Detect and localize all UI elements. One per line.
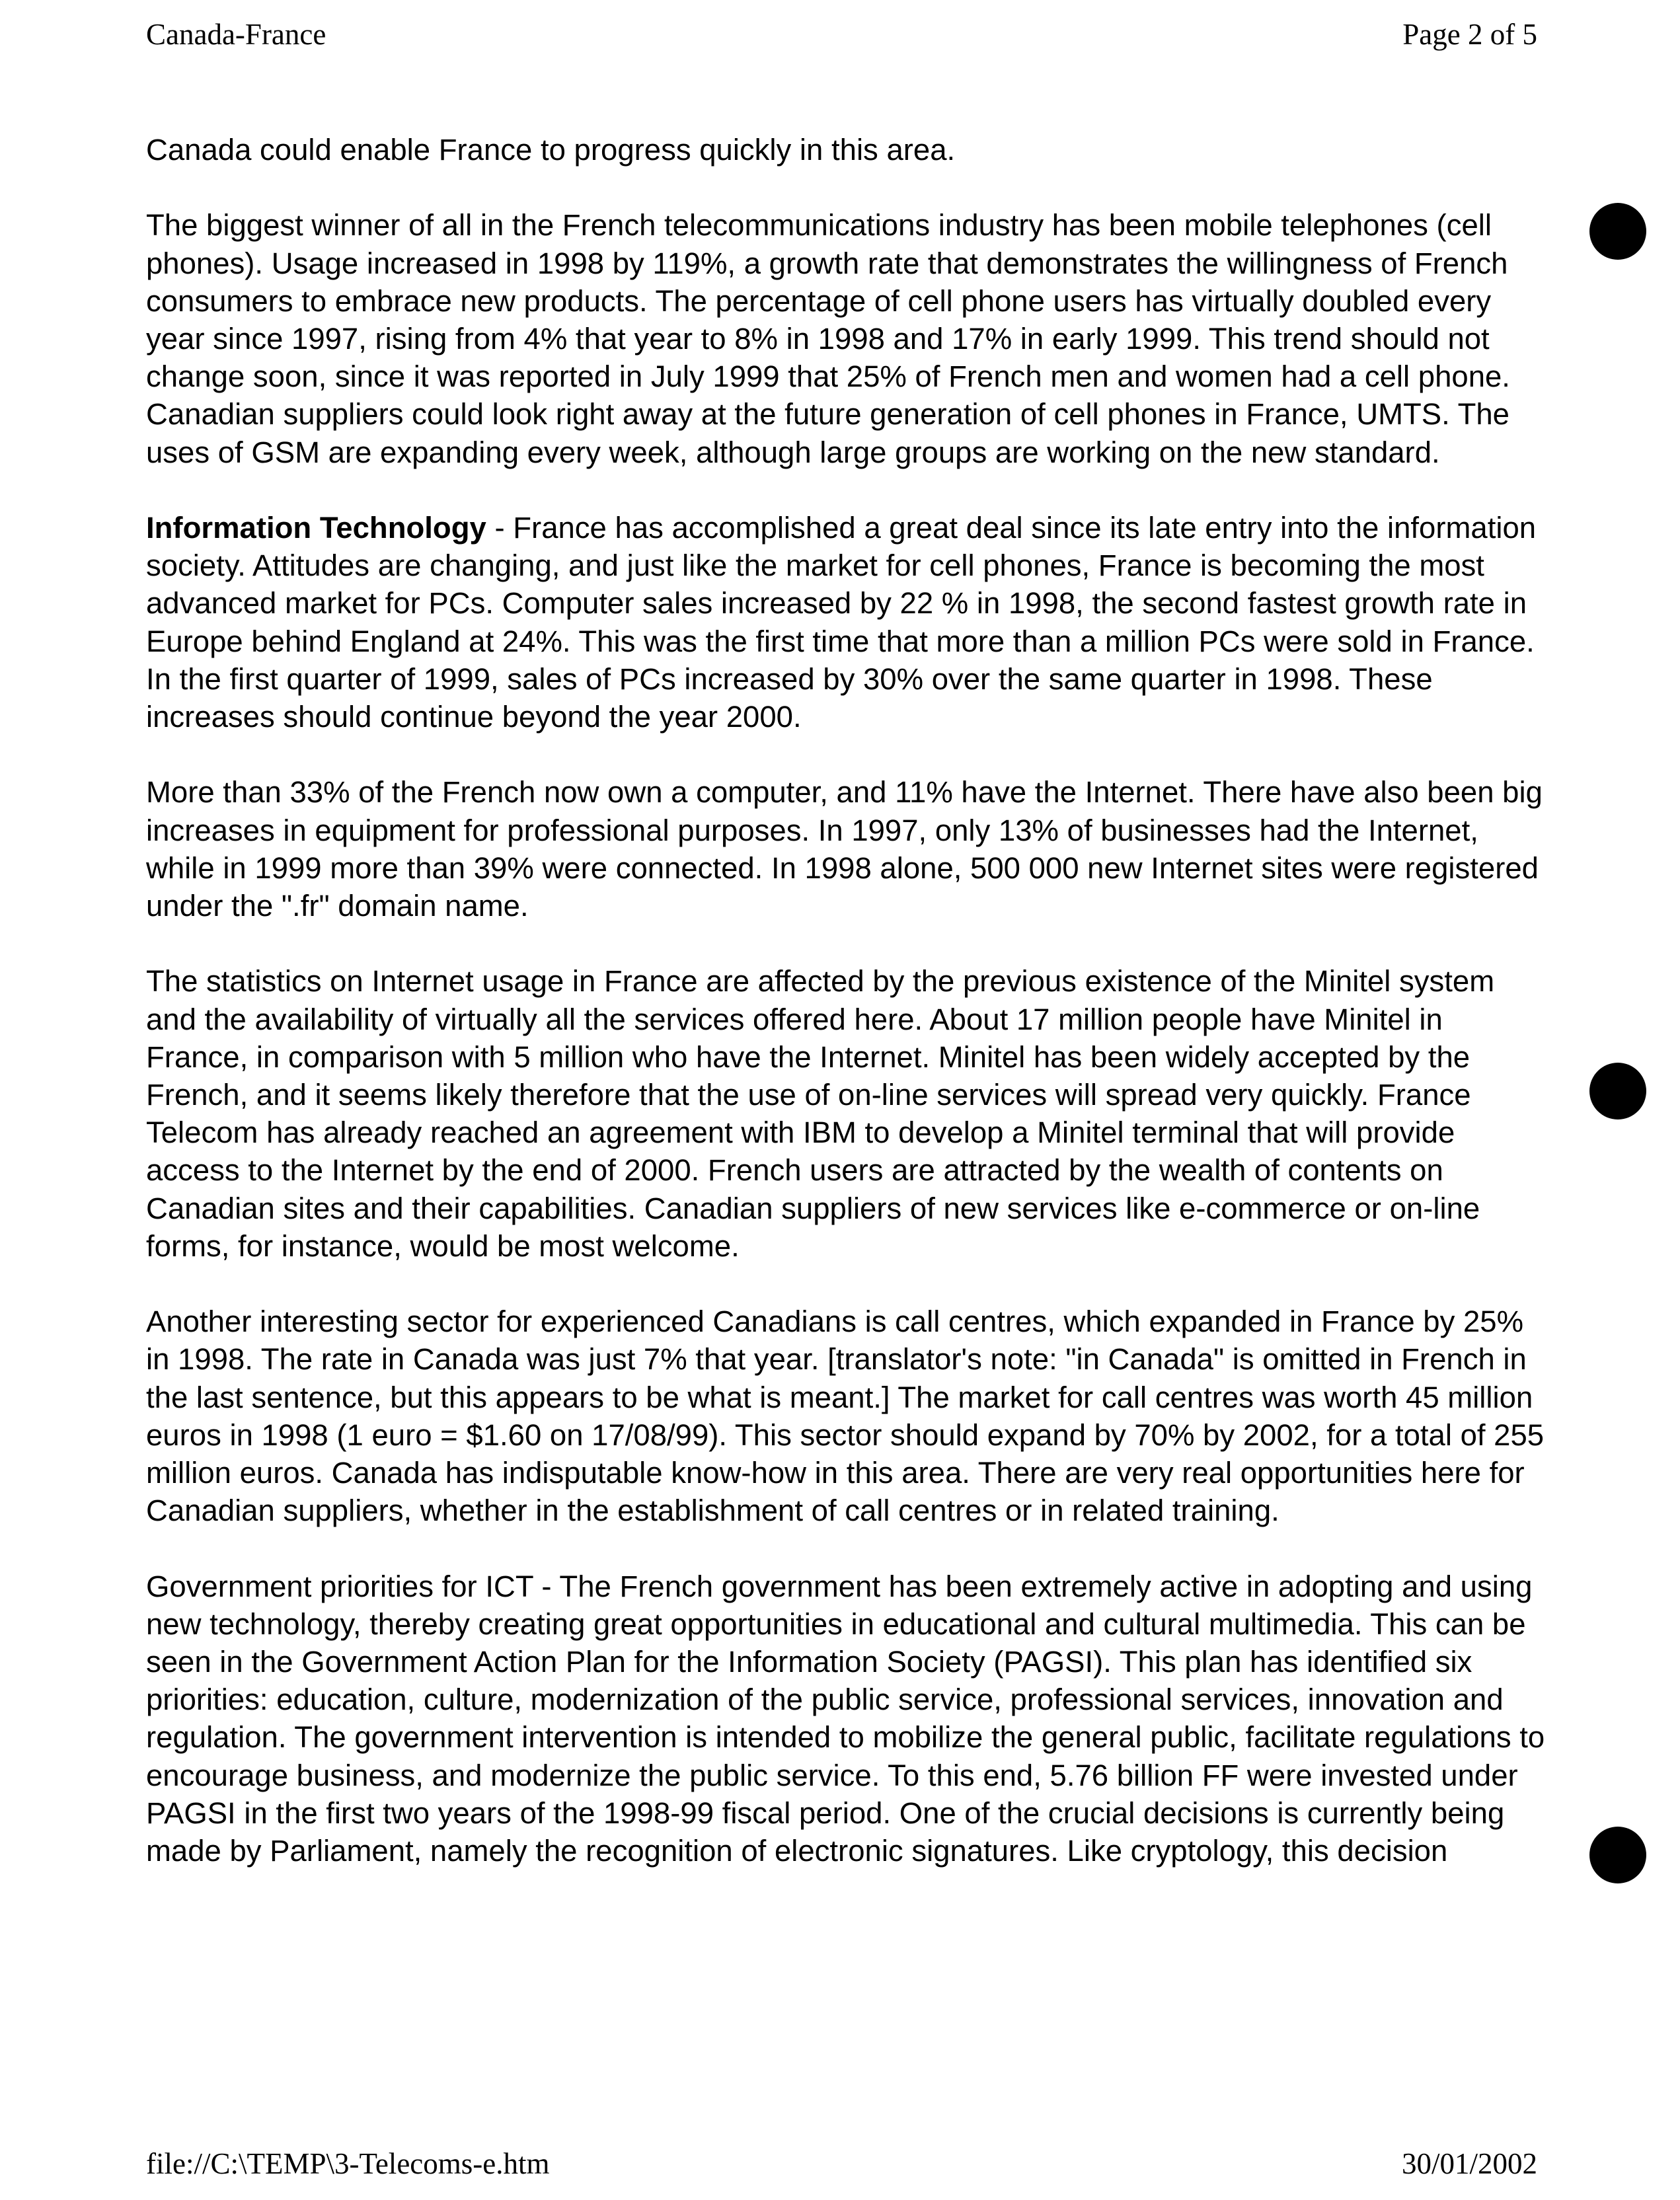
- paragraph-computer-ownership: [146, 773, 1547, 925]
- paragraph-call-centres: [146, 1303, 1547, 1529]
- paragraph-text: The statistics on Internet usage in France are affected by the previous existence of the Minitel system and the availability of virtually all the services offered here. About 17 million people have Minitel in France, in comparison with 5 million who have the Internet. Minitel has been widely accepted by the French, and it seems likely therefore that the use of on-line services will spread very quickly. France Telecom has already reached an agreement with IBM to develop a Minitel terminal that will provide access to the Internet by the end of 2000. French users are attracted by the wealth of contents on Canadian sites and their capabilities. Canadian suppliers of new services like e-commerce or on-line forms, for instance, would be most welcome.: [146, 964, 1495, 1263]
- footer-date: 30/01/2002: [1401, 2147, 1537, 2180]
- paragraph-intro: [146, 131, 1547, 169]
- paragraph-text: The biggest winner of all in the French telecommunications industry has been mobile telephones (cell phones). Usage increased in 1998 by 119%, a growth rate that demonstrates the willingness of French consumers to embrace new products. The percentage of cell phone users has virtually doubled every year since 1997, rising from 4% that year to 8% in 1998 and 17% in early 1999. This trend should not change soon, since it was reported in July 1999 that 25% of French men and women had a cell phone. Canadian suppliers could look right away at the future generation of cell phones in France, UMTS. The uses of GSM are expanding every week, although large groups are working on the new standard.: [146, 208, 1510, 469]
- punch-hole-mark: [1589, 203, 1646, 260]
- paragraph-minitel: [146, 962, 1547, 1265]
- paragraph-information-technology: [146, 509, 1547, 736]
- header-page-number: Page 2 of 5: [1402, 18, 1537, 51]
- punch-hole-mark: [1589, 1063, 1646, 1119]
- header-document-title: Canada-France: [146, 18, 326, 51]
- paragraph-text: More than 33% of the French now own a computer, and 11% have the Internet. There have also been big increases in equipment for professional purposes. In 1997, only 13% of businesses had the Internet, while in 1999 more than 39% were connected. In 1998 alone, 500 000 new Internet sites were registered under the ".fr" domain name.: [146, 775, 1543, 923]
- document-body: [146, 131, 1547, 1907]
- paragraph-government-priorities: [146, 1568, 1547, 1870]
- paragraph-text: Another interesting sector for experienced Canadians is call centres, which expanded in France by 25% in 1998. The rate in Canada was just 7% that year. [translator's note: "in Canada" is omitted in French in the last sentence, but this appears to be what is meant.] The market for call centres was worth 45 million euros in 1998 (1 euro = $1.60 on 17/08/99). This sector should expand by 70% by 2002, for a total of 255 million euros. Canada has indisputable know-how in this area. There are very real opportunities here for Canadian suppliers, whether in the establishment of call centres or in related training.: [146, 1305, 1545, 1528]
- paragraph-text: - France has accomplished a great deal since its late entry into the information society. Attitudes are changing, and just like the market for cell phones, France is becoming the most advanced market for PCs. Computer sales increased by 22 % in 1998, the second fastest growth rate in Europe behind England at 24%. This was the first time that more than a million PCs were sold in France. In the first quarter of 1999, sales of PCs increased by 30% over the same quarter in 1998. These increases should continue beyond the year 2000.: [146, 511, 1537, 734]
- punch-hole-mark: [1589, 1827, 1646, 1883]
- footer-file-path: file://C:\TEMP\3-Telecoms-e.htm: [146, 2147, 550, 2180]
- paragraph-mobile-telephones: [146, 206, 1547, 471]
- paragraph-heading: Information Technology: [146, 511, 486, 545]
- paragraph-text: Government priorities for ICT - The French government has been extremely active in adopting and using new technology, thereby creating great opportunities in educational and cultural multimedia. This can be seen in the Government Action Plan for the Information Society (PAGSI). This plan has identified six priorities: education, culture, modernization of the public service, professional services, innovation and regulation. The government intervention is intended to mobilize the general public, facilitate regulations to encourage business, and modernize the public service. To this end, 5.76 billion FF were invested under PAGSI in the first two years of the 1998-99 fiscal period. One of the crucial decisions is currently being made by Parliament, namely the recognition of electronic signatures. Like cryptology, this decision: [146, 1569, 1545, 1868]
- paragraph-text: Canada could enable France to progress quickly in this area.: [146, 133, 956, 167]
